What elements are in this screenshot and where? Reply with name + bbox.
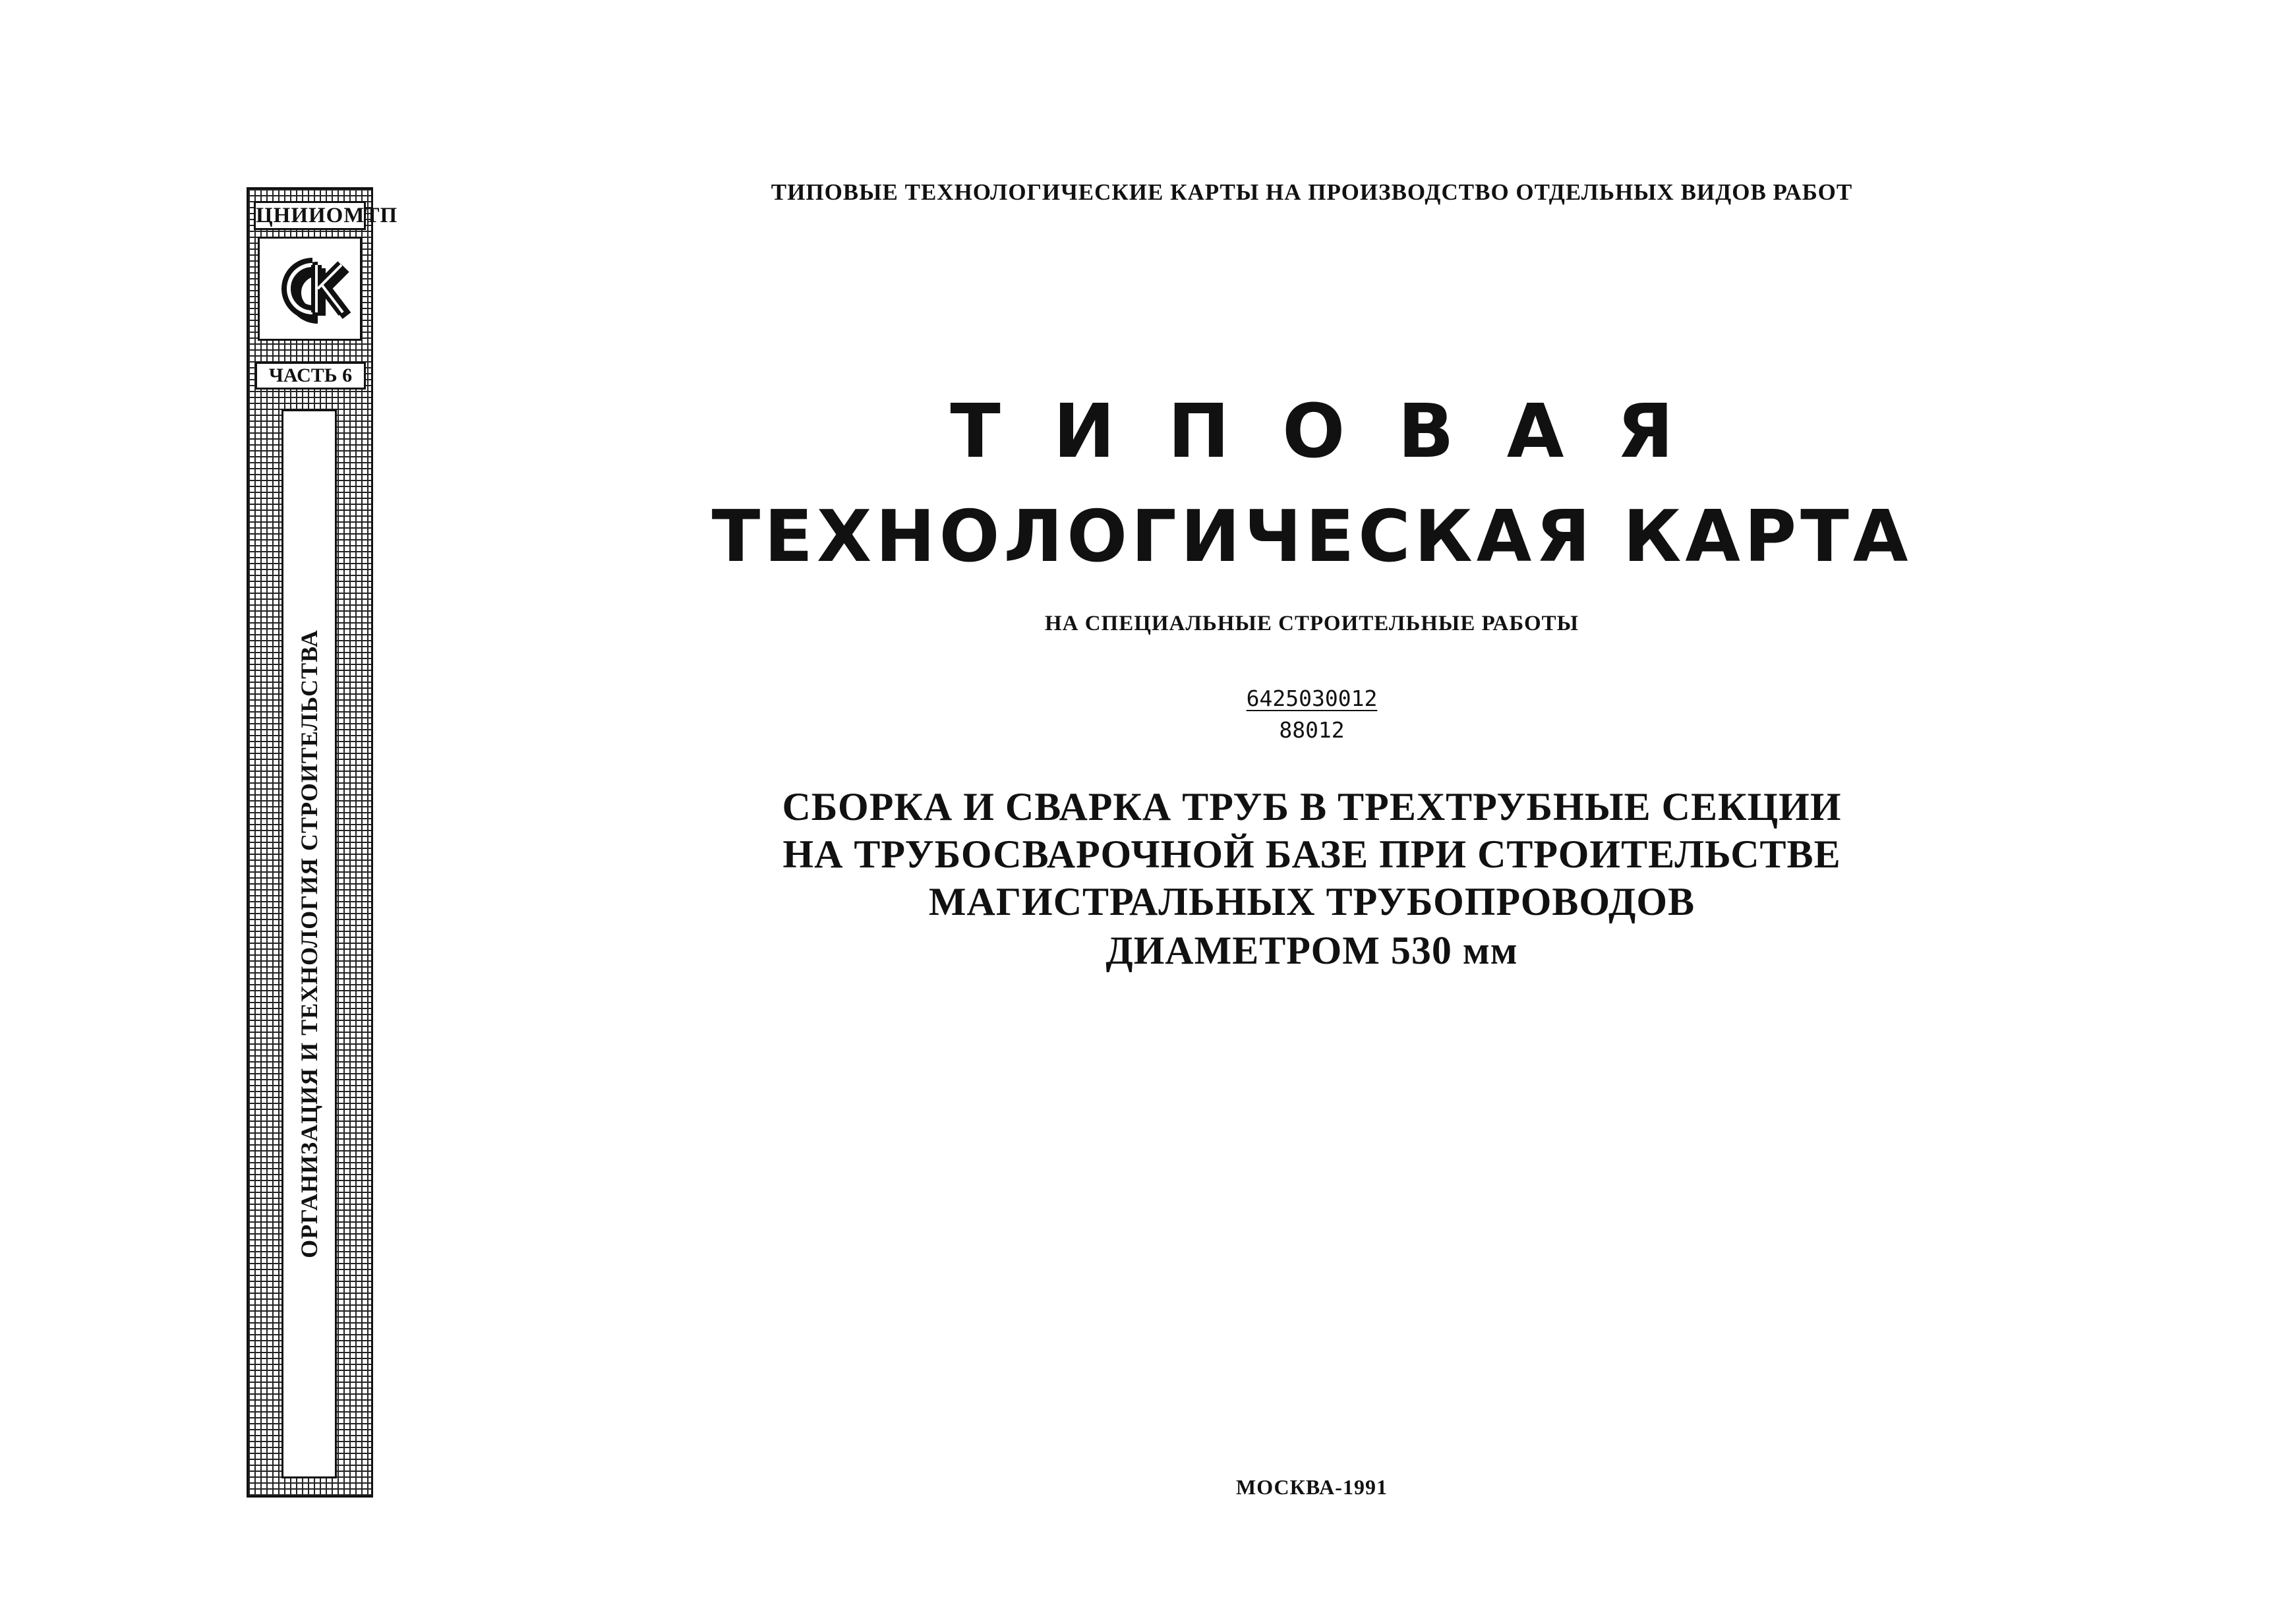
- document-code-primary-text: 6425030012: [1246, 685, 1378, 711]
- spine-part-label: ЧАСТЬ 6: [255, 362, 366, 390]
- spine-vertical-title: ОРГАНИЗАЦИЯ И ТЕХНОЛОГИЯ СТРОИТЕЛЬСТВА: [296, 629, 322, 1258]
- title-line-1: ТИПОВАЯ: [950, 389, 1726, 475]
- title-line-2: ТЕХНОЛОГИЧЕСКАЯ КАРТА: [711, 496, 1912, 578]
- sk-logo-icon: [266, 245, 353, 332]
- work-title-line-1: СБОРКА И СВАРКА ТРУБ В ТРЕХТРУБНЫЕ СЕКЦИИ: [782, 785, 1842, 829]
- work-title-line-2: НА ТРУБОСВАРОЧНОЙ БАЗЕ ПРИ СТРОИТЕЛЬСТВЕ: [782, 832, 1841, 876]
- document-code-primary: [593, 685, 2030, 711]
- title-subtitle: НА СПЕЦИАЛЬНЫЕ СТРОИТЕЛЬНЫЕ РАБОТЫ: [1044, 612, 1579, 635]
- spine-logo: [258, 237, 362, 341]
- spine-title-panel: [281, 409, 337, 1478]
- document-code-secondary: 88012: [1279, 717, 1345, 743]
- spine-organization-label: ЦНИИОМТП: [254, 201, 366, 230]
- series-heading: ТИПОВЫЕ ТЕХНОЛОГИЧЕСКИЕ КАРТЫ НА ПРОИЗВОДСТВО ОТДЕЛЬНЫХ ВИДОВ РАБОТ: [771, 179, 1853, 205]
- work-title-line-4: ДИАМЕТРОМ 530 мм: [1105, 929, 1518, 972]
- publication-place-year: МОСКВА-1991: [1236, 1475, 1388, 1499]
- work-title-line-3: МАГИСТРАЛЬНЫХ ТРУБОПРОВОДОВ: [928, 880, 1695, 923]
- cover-spine: [247, 187, 398, 1498]
